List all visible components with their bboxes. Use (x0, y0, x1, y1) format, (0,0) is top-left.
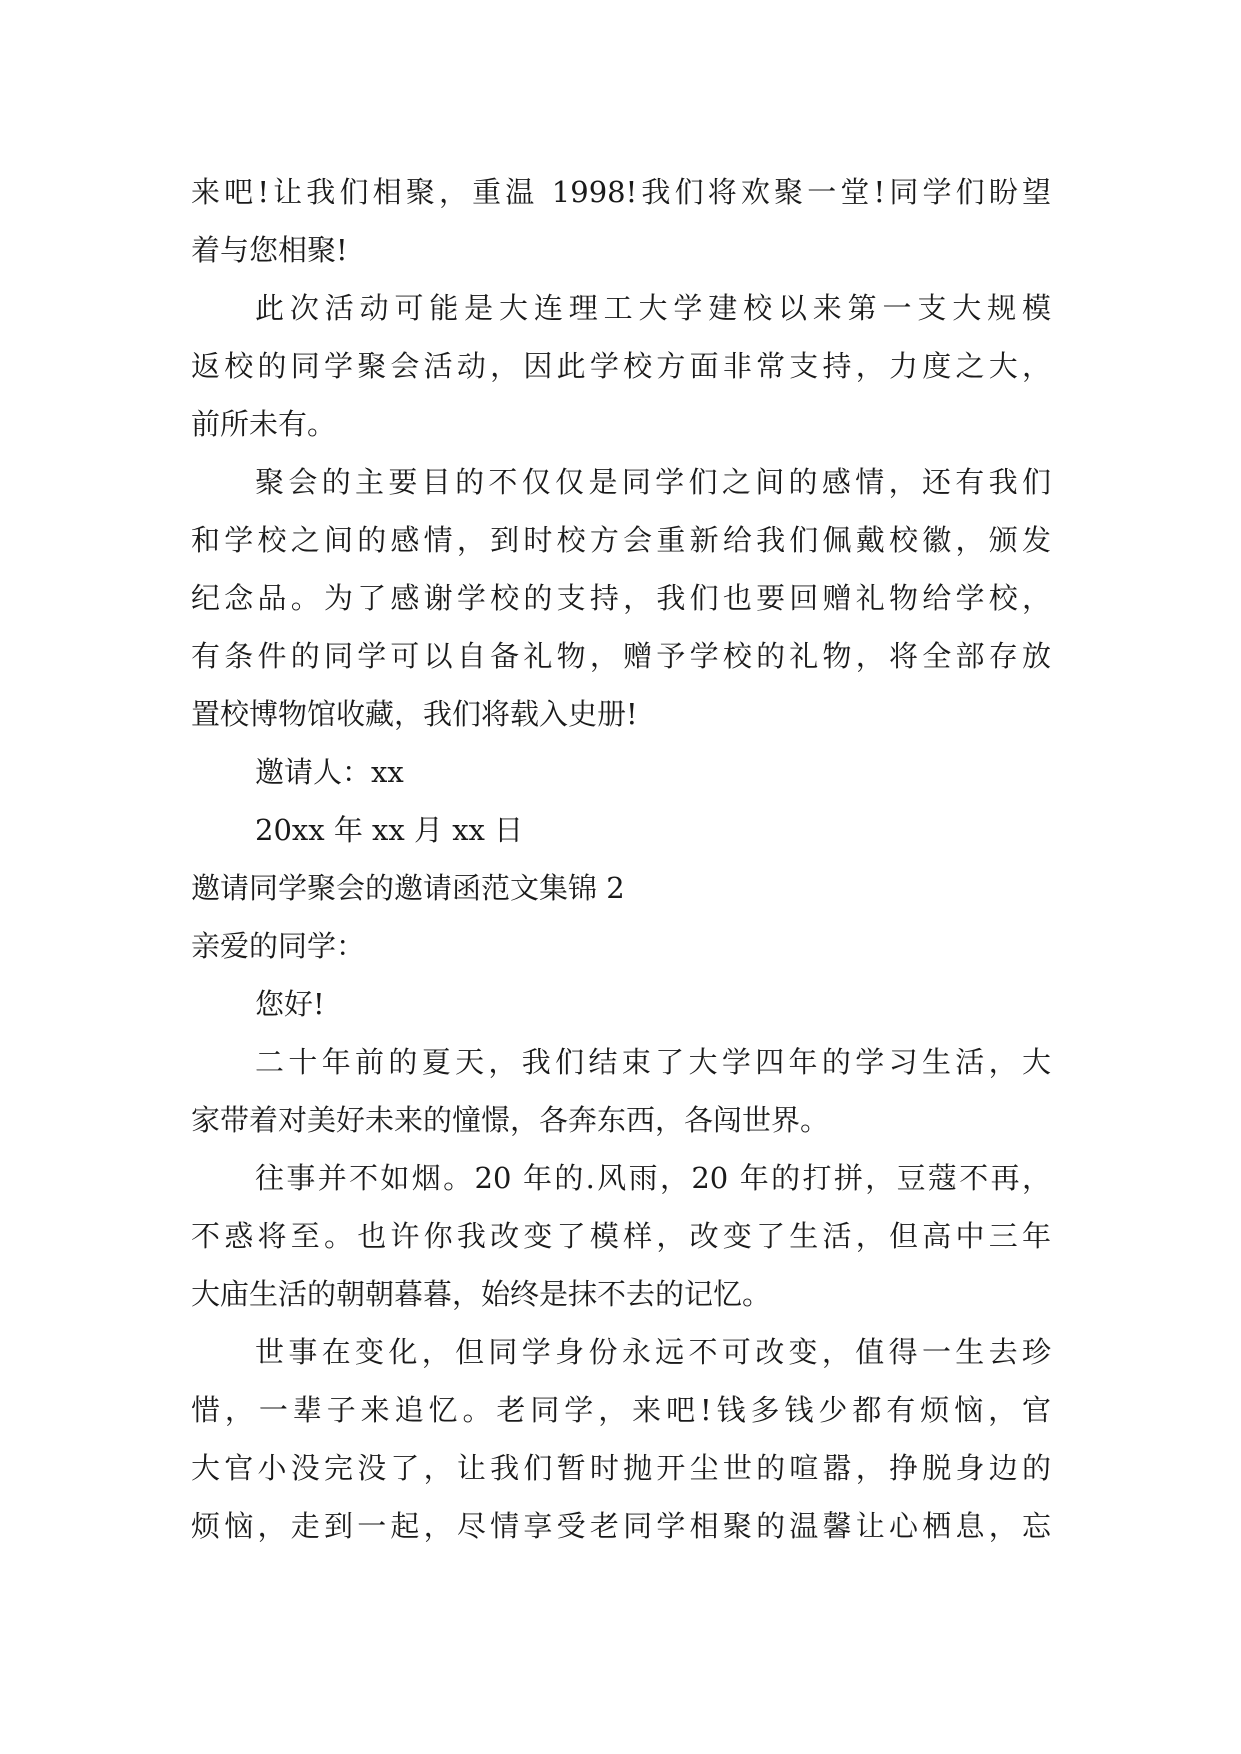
paragraph-first-line: 聚会的主要目的不仅仅是同学们之间的感情，还有我们 (255, 465, 1051, 499)
text-line: 家带着对美好未来的憧憬，各奔东西，各闯世界。 (191, 1103, 830, 1137)
text-line: 不惑将至。也许你我改变了模样，改变了生活，但高中三年 (191, 1219, 1051, 1253)
text-line: 有条件的同学可以自备礼物，赠予学校的礼物，将全部存放 (191, 639, 1051, 673)
text-line: 大庙生活的朝朝暮暮，始终是抹不去的记忆。 (191, 1277, 772, 1311)
letter-body (191, 163, 1051, 1555)
text-line: 惜，一辈子来追忆。老同学，来吧!钱多钱少都有烦恼，官 (191, 1393, 1051, 1427)
paragraph-first-line: 二十年前的夏天，我们结束了大学四年的学习生活，大 (255, 1045, 1051, 1079)
text-line: 纪念品。为了感谢学校的支持，我们也要回赠礼物给学校， (191, 581, 1051, 615)
paragraph-first-line: 世事在变化，但同学身份永远不可改变，值得一生去珍 (255, 1335, 1051, 1369)
salutation: 亲爱的同学： (191, 929, 366, 963)
text-line: 烦恼，走到一起，尽情享受老同学相聚的温馨让心栖息，忘 (191, 1509, 1051, 1543)
inviter-line: 邀请人：xx (255, 755, 404, 789)
text-line: 着与您相聚! (191, 233, 348, 267)
date-line: 20xx 年 xx 月 xx 日 (255, 813, 524, 847)
text-line: 和学校之间的感情，到时校方会重新给我们佩戴校徽，颁发 (191, 523, 1051, 557)
text-line: 来吧!让我们相聚，重温 1998!我们将欢聚一堂!同学们盼望 (191, 175, 1051, 209)
text-line: 大官小没完没了，让我们暂时抛开尘世的喧嚣，挣脱身边的 (191, 1451, 1051, 1485)
text-line: 返校的同学聚会活动，因此学校方面非常支持，力度之大， (191, 349, 1051, 383)
greeting: 您好! (255, 987, 325, 1021)
text-line: 前所未有。 (191, 407, 337, 441)
text-line: 置校博物馆收藏，我们将载入史册! (191, 697, 638, 731)
paragraph-first-line: 此次活动可能是大连理工大学建校以来第一支大规模 (255, 291, 1051, 325)
paragraph-first-line: 往事并不如烟。20 年的.风雨，20 年的打拼，豆蔻不再， (255, 1161, 1051, 1195)
section-heading: 邀请同学聚会的邀请函范文集锦 2 (191, 871, 625, 905)
